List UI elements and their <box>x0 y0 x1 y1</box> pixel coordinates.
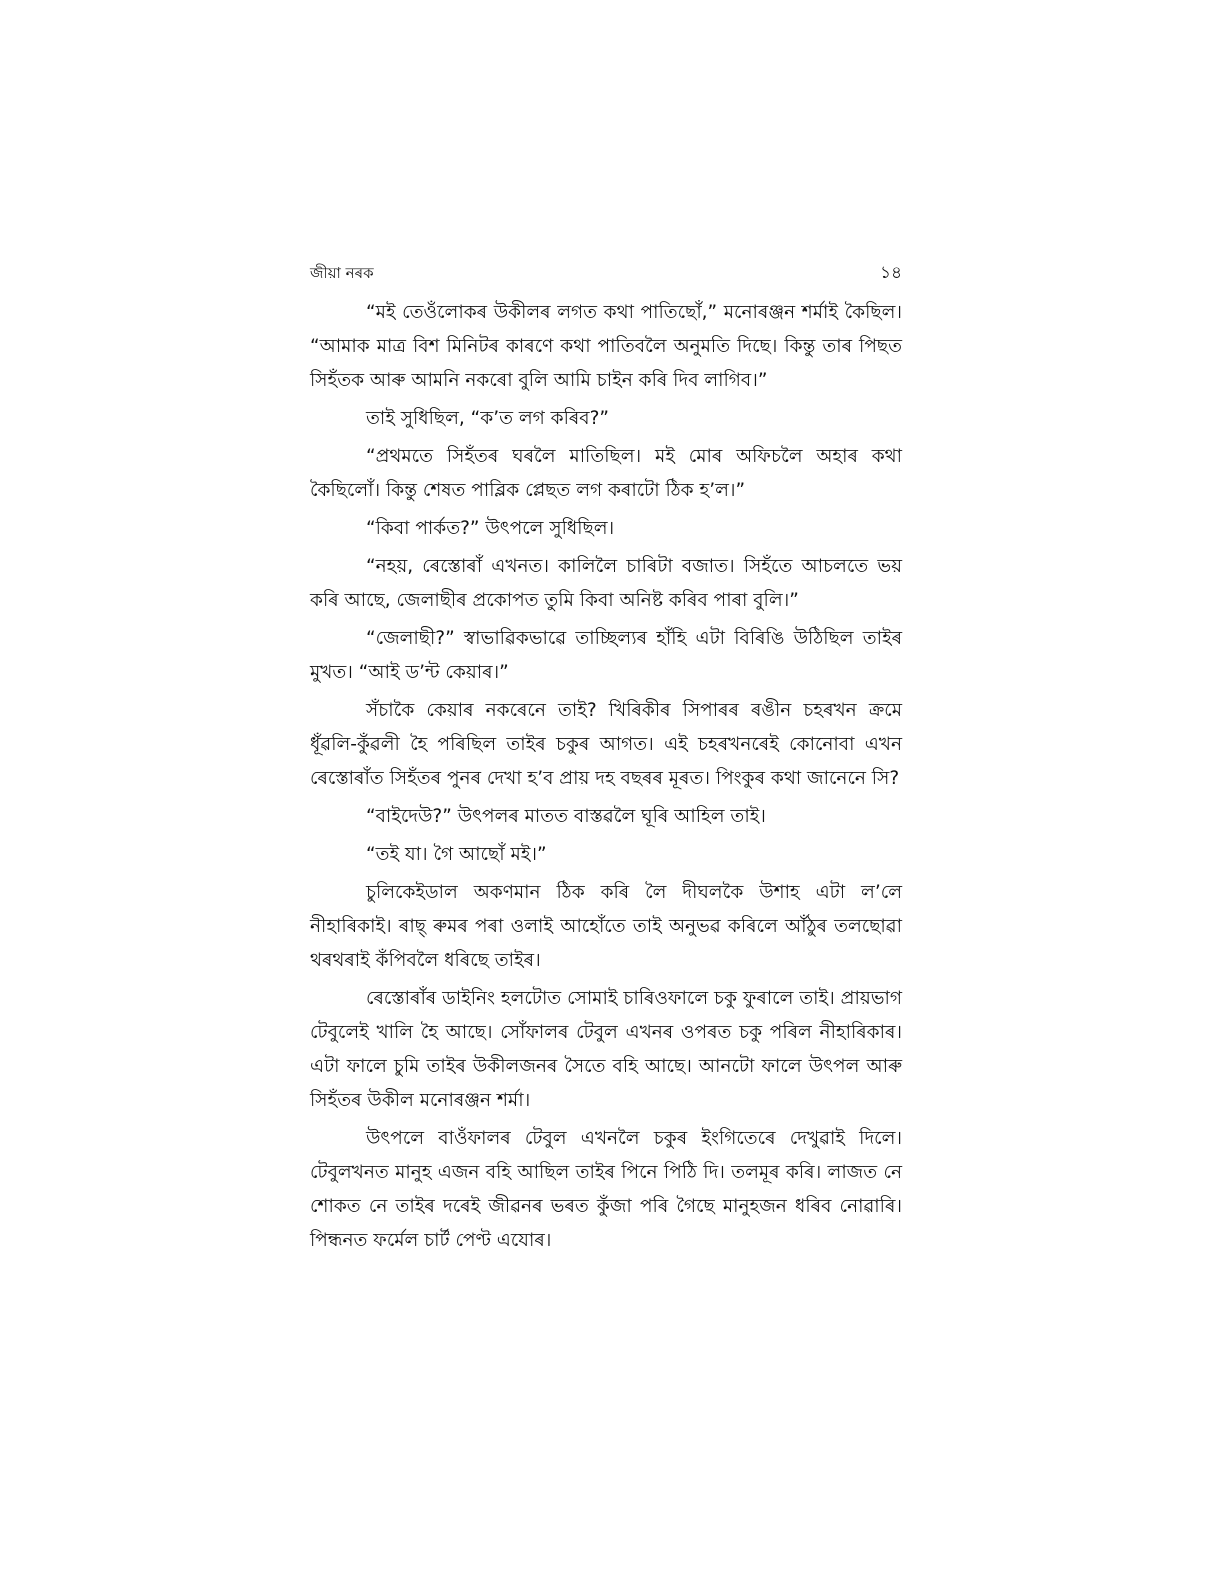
paragraph-10: চুলিকেইডাল অকণমান ঠিক কৰি লৈ দীঘলকৈ উশাহ এটা ল’লে নীহাৰিকাই। ৰাছ্ ৰুমৰ পৰা ওলাই আহোঁতে তাই অনুভৱ কৰিলে আঁঠুৰ তলছোৱা থৰথৰাই কঁপিবলৈ ধৰিছে তাইৰ। <box>310 882 902 971</box>
paragraph-5: “নহয়, ৰেস্তোৰাঁ এখনত। কালিলৈ চাৰিটা বজাত। সিহঁতে আচলতে ভয় কৰি আছে, জেলাছীৰ প্ৰকোপত তুমি কিবা অনিষ্ট কৰিব পাৰা বুলি।” <box>310 556 902 611</box>
paragraph-3: “প্ৰথমতে সিহঁতৰ ঘৰলৈ মাতিছিল। মই মোৰ অফিচলৈ অহাৰ কথা কৈছিলোঁ। কিন্তু শেষত পাব্লিক প্লেছত লগ কৰাটো ঠিক হ’ল।” <box>310 446 902 501</box>
paragraph-11: ৰেস্তোৰাঁৰ ডাইনিং হলটোত সোমাই চাৰিওফালে চকু ফুৰালে তাই। প্ৰায়ভাগ টেবুলেই খালি হৈ আছে। সোঁফালৰ টেবুল এখনৰ ওপৰত চকু পৰিল নীহাৰিকাৰ। এটা ফালে চুমি তাইৰ উকীলজনৰ সৈতে বহি আছে। আনটো ফালে উৎপল আৰু সিহঁতৰ উকীল মনোৰঞ্জন শৰ্মা। <box>310 988 902 1111</box>
paragraph-2: তাই সুধিছিল, “ক’ত লগ কৰিব?” <box>366 408 609 429</box>
running-title: জীয়া নৰক <box>310 264 374 282</box>
paragraph-7: সঁচাকৈ কেয়াৰ নকৰেনে তাই? খিৰিকীৰ সিপাৰৰ ৰঙীন চহৰখন ক্ৰমে ধূঁৱলি-কুঁৱলী হৈ পৰিছিল তাইৰ চকুৰ আগত। এই চহৰখনৰেই কোনোবা এখন ৰেস্তোৰাঁত সিহঁতৰ পুনৰ দেখা হ’ব প্ৰায় দহ বছৰৰ মূৰত। পিংকুৰ কথা জানেনে সি? <box>310 700 902 789</box>
paragraph-12: উৎপলে বাওঁফালৰ টেবুল এখনলৈ চকুৰ ইংগিতেৰে দেখুৱাই দিলে। টেবুলখনত মানুহ এজন বহি আছিল তাইৰ পিনে পিঠি দি। তলমূৰ কৰি। লাজত নে শোকত নে তাইৰ দৰেই জীৱনৰ ভৰত কুঁজা পৰি গৈছে মানুহজন ধৰিব নোৱাৰি। পিন্ধনত ফৰ্মেল চাৰ্ট পেণ্ট এযোৰ। <box>310 1128 902 1251</box>
paragraph-8: “বাইদেউ?” উৎপলৰ মাতত বাস্তৱলৈ ঘূৰি আহিল তাই। <box>366 806 766 827</box>
paragraph-6: “জেলাছী?” স্বাভাৱিকভাৱে তাচ্ছিল্যৰ হাঁহি এটা বিৰিঙি উঠিছিল তাইৰ মুখত। “আই ড’ন্ট কেয়াৰ।” <box>310 628 902 683</box>
paragraph-9: “তই যা। গৈ আছোঁ মই।” <box>366 844 547 865</box>
page-number: ১৪ <box>879 263 902 283</box>
book-page <box>310 262 902 1262</box>
paragraph-4: “কিবা পাৰ্কত?” উৎপলে সুধিছিল। <box>366 518 615 539</box>
running-header <box>310 262 902 284</box>
paragraph-1: “মই তেওঁলোকৰ উকীলৰ লগত কথা পাতিছোঁ,” মনোৰঞ্জন শৰ্মাই কৈছিল। “আমাক মাত্ৰ বিশ মিনিটৰ কাৰণে কথা পাতিবলৈ অনুমতি দিছে। কিন্তু তাৰ পিছত সিহঁতক আৰু আমনি নকৰো বুলি আমি চাইন কৰি দিব লাগিব।” <box>310 302 902 391</box>
